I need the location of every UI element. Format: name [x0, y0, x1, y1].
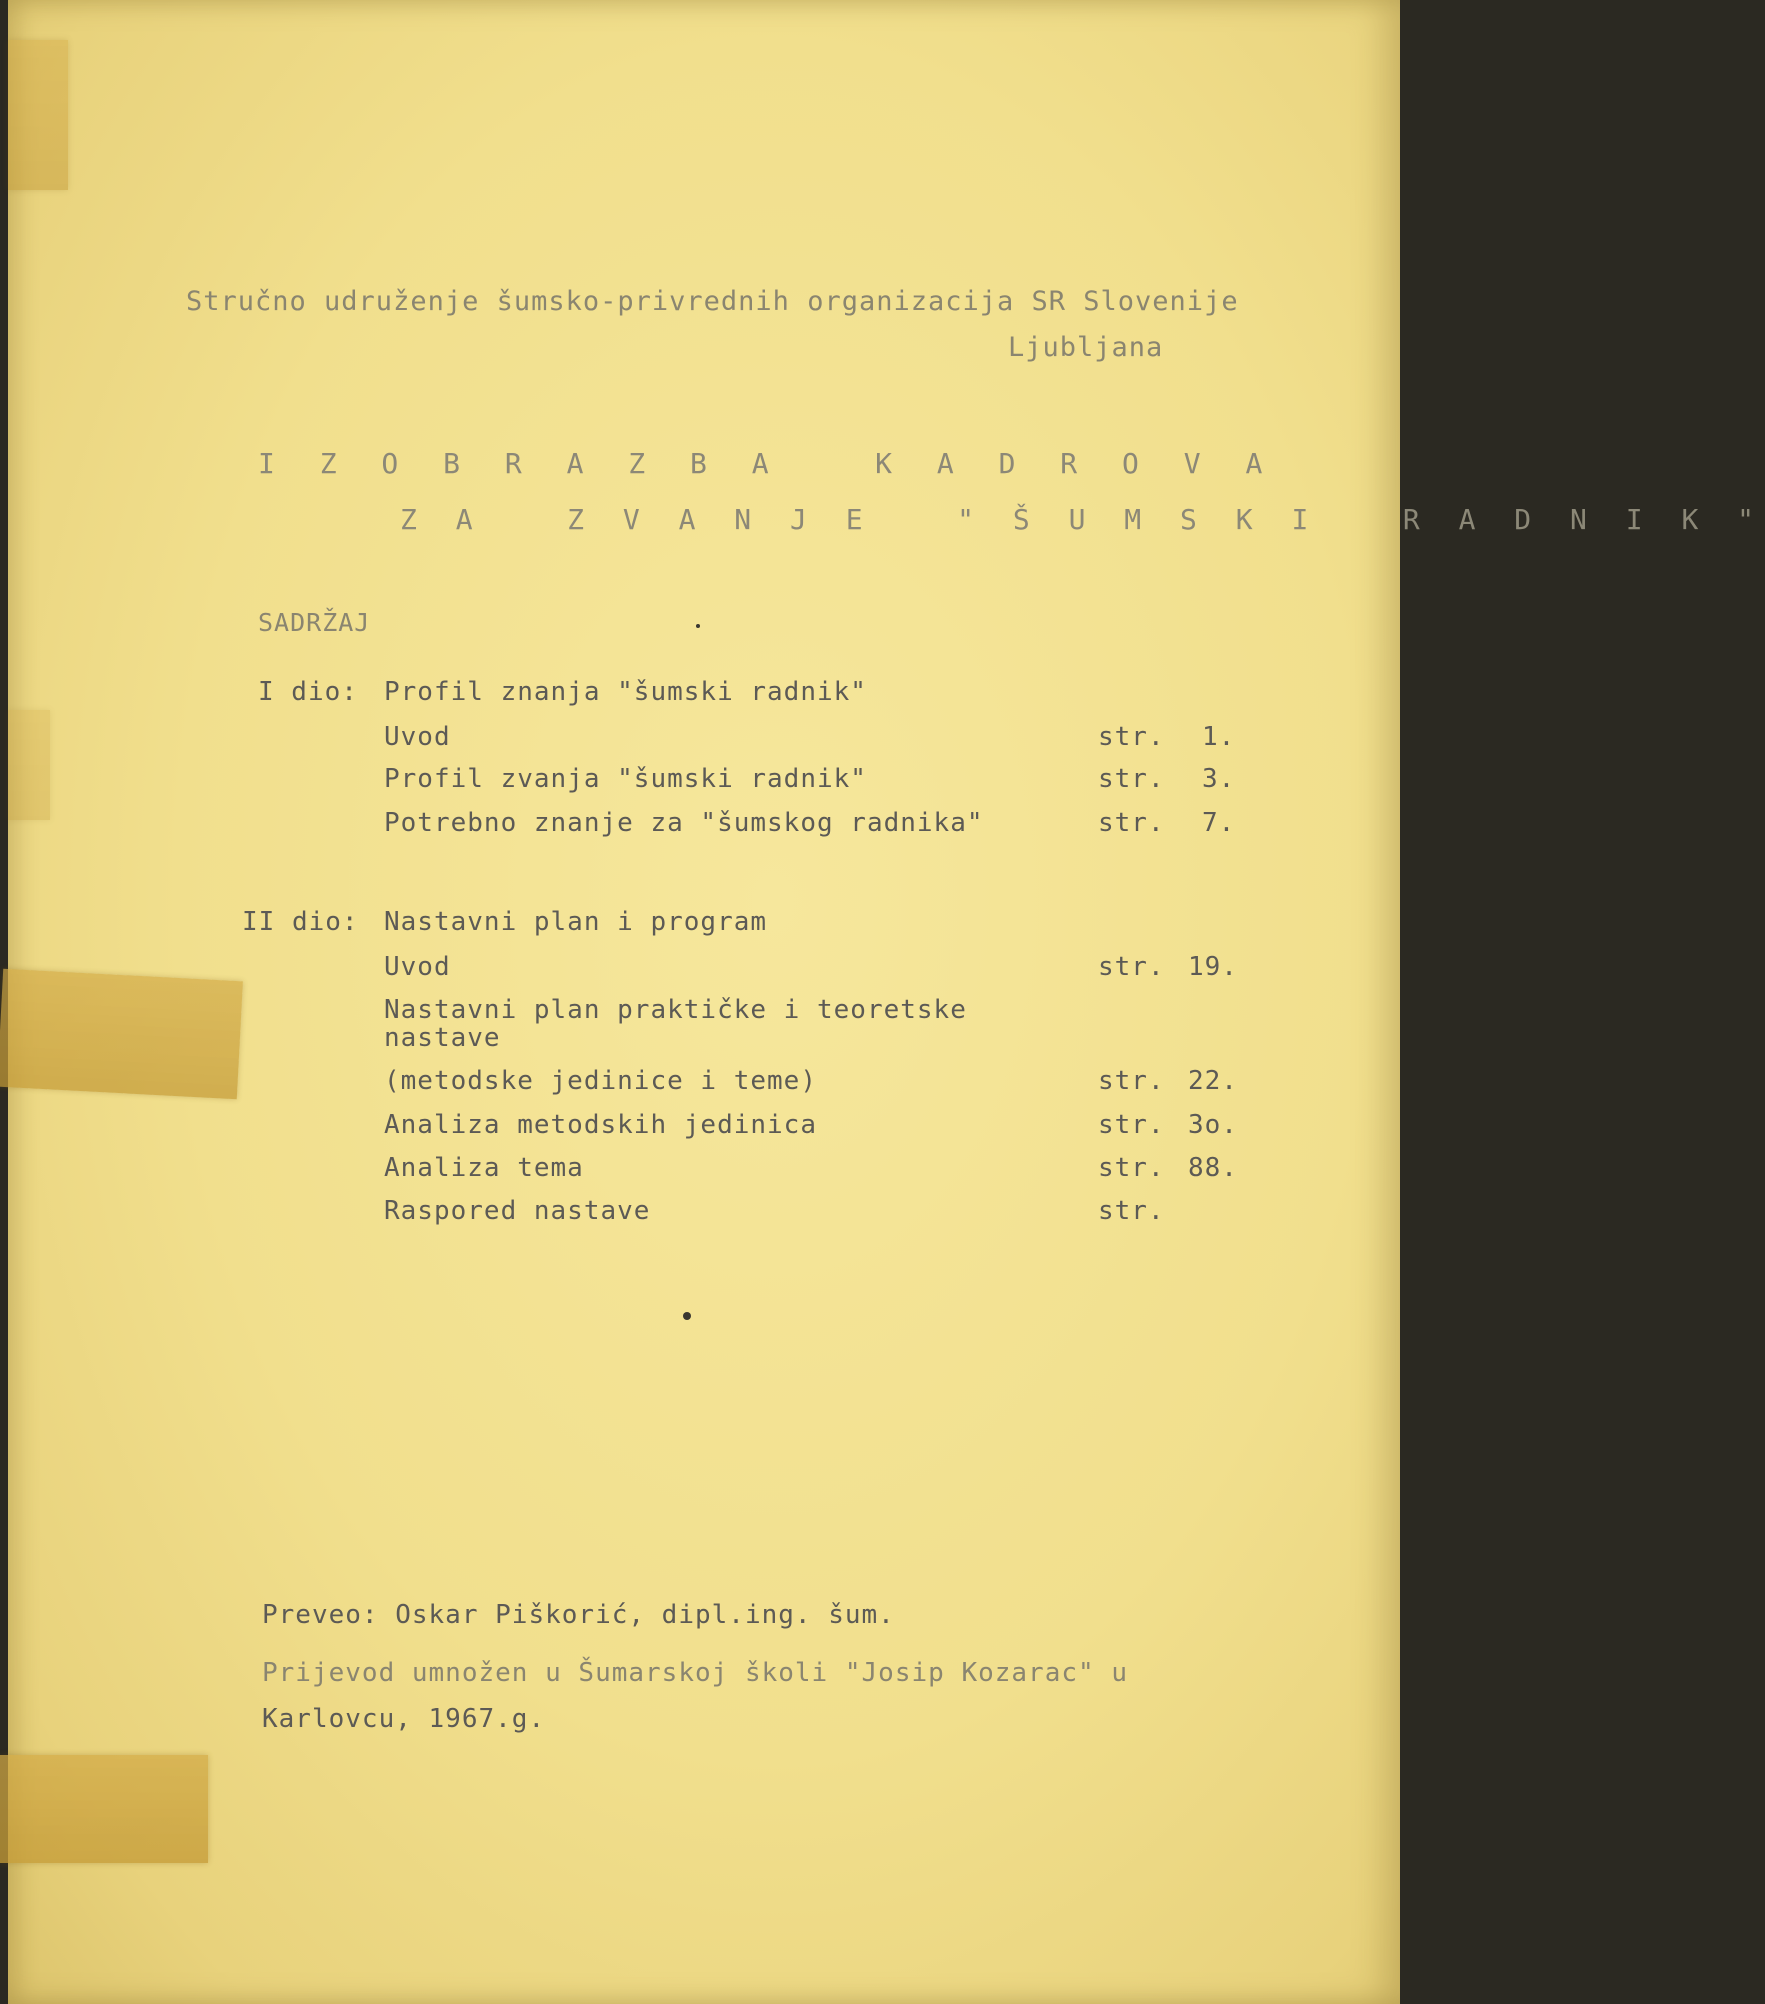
tape-strip — [8, 710, 50, 820]
toc-entry-page: 88. — [1188, 1153, 1238, 1183]
toc-entry-page: 3o. — [1188, 1110, 1238, 1140]
document-title-line1: I Z O B R A Z B A K A D R O V A — [258, 447, 1277, 480]
part1-label: I dio: — [258, 677, 358, 707]
toc-entry-str: str. — [1098, 952, 1165, 982]
toc-entry-text: (metodske jedinice i teme) — [384, 1066, 817, 1096]
toc-entry-text: Profil zvanja "šumski radnik" — [384, 764, 867, 794]
toc-entry-page: 1. — [1202, 722, 1236, 752]
part1-title: Profil znanja "šumski radnik" — [384, 677, 867, 707]
document-title-line2: Z A Z V A N J E " Š U M S K I R A D N I K " — [400, 503, 1765, 536]
toc-entry-text: Analiza metodskih jedinica — [384, 1110, 817, 1140]
toc-entry-text: Nastavni plan praktičke i teoretske nastave — [384, 995, 967, 1053]
toc-entry-page: 22. — [1188, 1066, 1238, 1096]
toc-entry-str: str. — [1098, 1110, 1165, 1140]
toc-entry-text: Raspored nastave — [384, 1196, 651, 1226]
organization-name: Stručno udruženje šumsko-privrednih organizacija SR Slovenije — [186, 286, 1239, 317]
toc-entry-text: Uvod — [384, 722, 451, 752]
reproduction-note-line2: Karlovcu, 1967.g. — [262, 1704, 546, 1734]
toc-entry-str: str. — [1098, 808, 1165, 838]
part2-title: Nastavni plan i program — [384, 907, 768, 937]
toc-entry-text: Uvod — [384, 952, 451, 982]
tape-strip — [8, 40, 68, 190]
toc-entry-text: Analiza tema — [384, 1153, 584, 1183]
part2-label: II dio: — [242, 907, 359, 937]
tape-strip — [0, 969, 243, 1099]
city-name: Ljubljana — [1008, 332, 1164, 363]
ink-speck — [696, 624, 700, 628]
toc-entry-page: 7. — [1202, 808, 1236, 838]
contents-heading: SADRŽAJ — [258, 608, 371, 637]
ink-speck — [683, 1312, 691, 1320]
toc-entry-str: str. — [1098, 722, 1165, 752]
toc-entry-page: 3. — [1202, 764, 1236, 794]
toc-entry-page: 19. — [1188, 952, 1238, 982]
toc-entry-text: Potrebno znanje za "šumskog radnika" — [384, 808, 984, 838]
tape-strip — [0, 1755, 208, 1863]
toc-entry-str: str. — [1098, 1196, 1165, 1226]
translator-credit: Preveo: Oskar Piškorić, dipl.ing. šum. — [262, 1600, 895, 1630]
toc-entry-str: str. — [1098, 1153, 1165, 1183]
toc-entry-str: str. — [1098, 1066, 1165, 1096]
reproduction-note-line1: Prijevod umnožen u Šumarskoj školi "Josip Kozarac" u — [262, 1658, 1128, 1688]
toc-entry-str: str. — [1098, 764, 1165, 794]
